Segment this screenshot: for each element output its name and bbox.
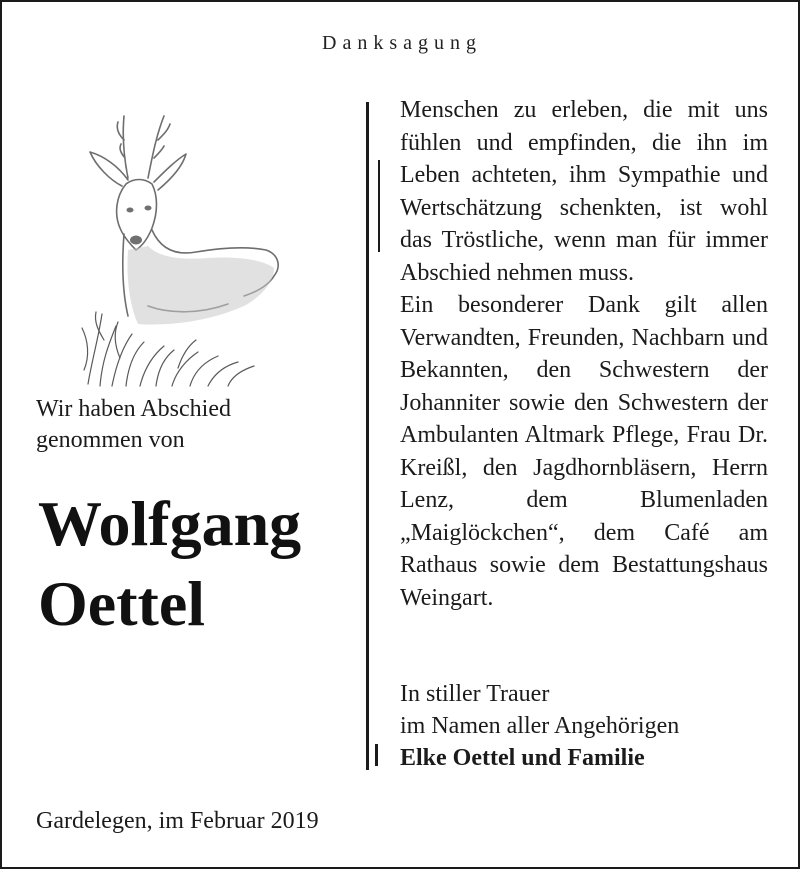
closing-block bbox=[400, 678, 679, 774]
signature: Elke Oettel und Familie bbox=[400, 745, 645, 771]
vertical-divider bbox=[366, 102, 369, 770]
intro-line: Wir haben Abschied bbox=[36, 396, 231, 422]
closing-line: In stiller Trauer bbox=[400, 681, 550, 707]
deceased-name bbox=[38, 484, 301, 644]
vertical-divider-end bbox=[375, 744, 378, 766]
roe-deer-icon bbox=[78, 100, 288, 390]
intro-line: genommen von bbox=[36, 427, 185, 453]
place-date: Gardelegen, im Februar 2019 bbox=[36, 808, 319, 834]
intro-text bbox=[36, 394, 231, 456]
closing-line: im Namen aller Angehörigen bbox=[400, 713, 680, 739]
last-name: Oettel bbox=[38, 568, 205, 639]
vertical-divider-accent bbox=[378, 160, 380, 252]
page-title: Danksagung bbox=[322, 32, 482, 54]
thanks-paragraph: Menschen zu erleben, die mit uns fühlen und empfinden, die ihn im Leben achteten, ihm Sympathie und Wertschätzung schenkten, ist wohl das Tröstliche, wenn man für immer Abschied nehmen muss. bbox=[400, 97, 768, 286]
thanks-paragraph: Ein besonderer Dank gilt allen Verwandten, Freunden, Nachbarn und Bekannten, den Schwestern der Johanniter sowie den Schwestern der Ambulanten Altmark Pflege, Frau Dr. Kreißl, den Jagdhornbläsern, Herrn Lenz, dem Blumenladen „Maiglöckchen“, dem Café am Rathaus sowie dem Bestattungshaus Weingart. bbox=[400, 292, 768, 611]
thanks-text bbox=[400, 94, 768, 614]
first-name: Wolfgang bbox=[38, 488, 302, 559]
